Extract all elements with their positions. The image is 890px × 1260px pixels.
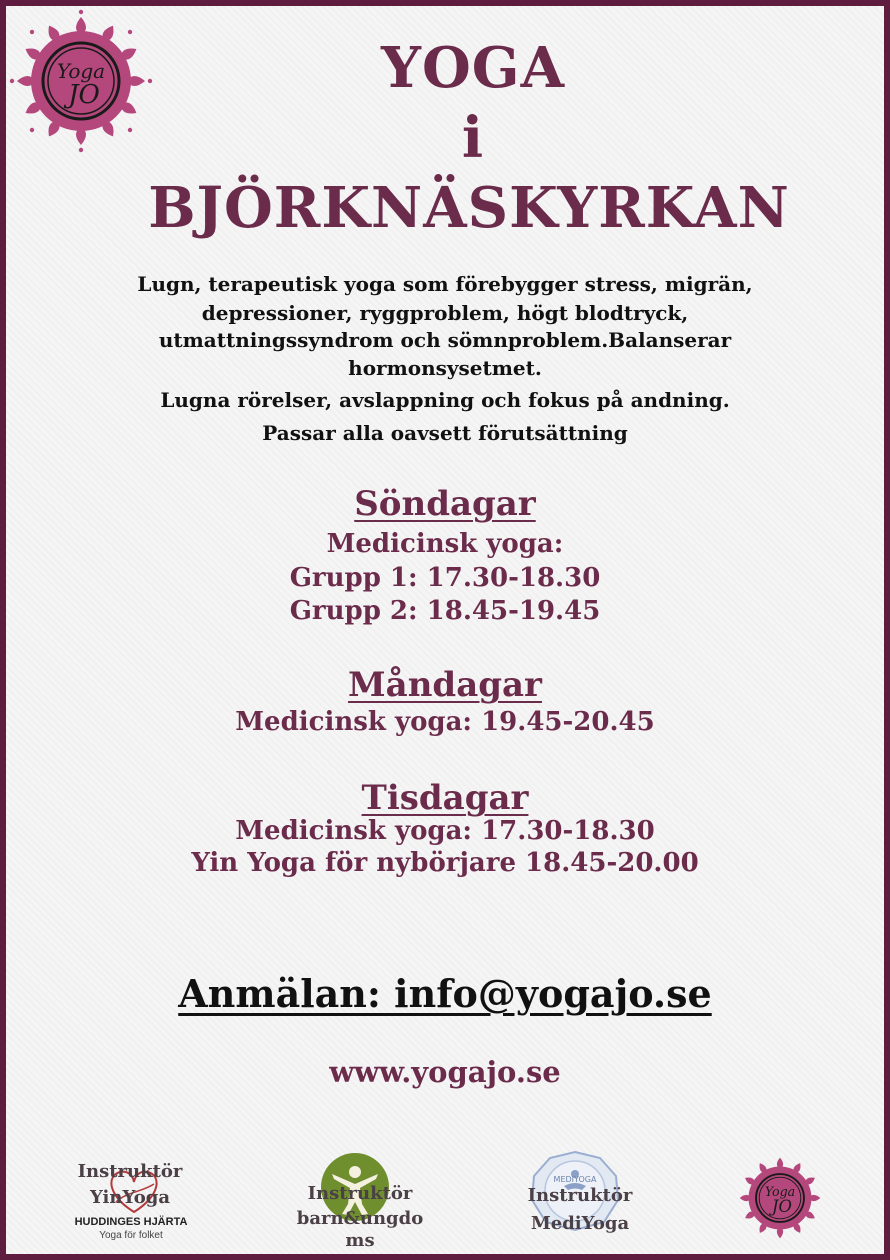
- description-line-6: Passar alla oavsett förutsättning: [262, 421, 628, 445]
- title-line-2: i: [461, 105, 485, 171]
- svg-text:Yoga: Yoga: [56, 59, 106, 83]
- tuesday-line-1: Medicinsk yoga: 17.30-18.30: [235, 816, 655, 846]
- yinyoga-badge-line-2: YinYoga: [90, 1187, 170, 1208]
- description-line-2: depressioner, ryggproblem, högt blodtryck,: [201, 301, 689, 325]
- registration-email-link[interactable]: Anmälan: info@yogajo.se: [178, 971, 712, 1016]
- yinyoga-badge-tagline: Yoga för folket: [99, 1230, 163, 1241]
- sunday-heading: Söndagar: [354, 484, 536, 524]
- sunday-line-2: Grupp 1: 17.30-18.30: [289, 563, 601, 593]
- description-line-5: Lugna rörelser, avslappning och fokus på andning.: [160, 388, 730, 412]
- sunday-line-3: Grupp 2: 18.45-19.45: [289, 596, 601, 626]
- svg-text:JO: JO: [771, 1196, 792, 1216]
- tuesday-heading: Tisdagar: [361, 778, 529, 818]
- barn-badge-line-2: barn&ungdo: [296, 1208, 424, 1229]
- barn-badge-line-3: ms: [345, 1230, 375, 1251]
- title-line-1: YOGA: [380, 35, 566, 101]
- yinyoga-badge-line-1: Instruktör: [77, 1161, 183, 1182]
- mediyoga-badge-line-2: MediYoga: [530, 1213, 630, 1234]
- title-line-3: BJÖRKNÄSKYRKAN: [148, 175, 790, 241]
- svg-text:JO: JO: [68, 80, 100, 110]
- mediyoga-badge-line-1: Instruktör: [527, 1185, 633, 1206]
- sunday-line-1: Medicinsk yoga:: [326, 529, 564, 559]
- monday-line-1: Medicinsk yoga: 19.45-20.45: [235, 707, 655, 737]
- description-line-3: utmattningssyndrom och sömnproblem.Balanserar: [158, 328, 732, 352]
- monday-heading: Måndagar: [348, 665, 542, 705]
- description-line-4: hormonsysetmet.: [348, 356, 542, 380]
- website-link[interactable]: www.yogajo.se: [329, 1055, 561, 1089]
- yinyoga-badge-org: HUDDINGES HJÄRTA: [74, 1216, 188, 1228]
- tuesday-line-2: Yin Yoga för nybörjare 18.45-20.00: [191, 848, 699, 878]
- svg-text:Yoga: Yoga: [764, 1184, 796, 1200]
- barn-badge-line-1: Instruktör: [307, 1183, 413, 1204]
- mediyoga-seal-text: MEDIYOGA: [553, 1175, 597, 1184]
- description-line-1: Lugn, terapeutisk yoga som förebygger stress, migrän,: [137, 272, 753, 296]
- yogajo-logo-small: [734, 1152, 826, 1244]
